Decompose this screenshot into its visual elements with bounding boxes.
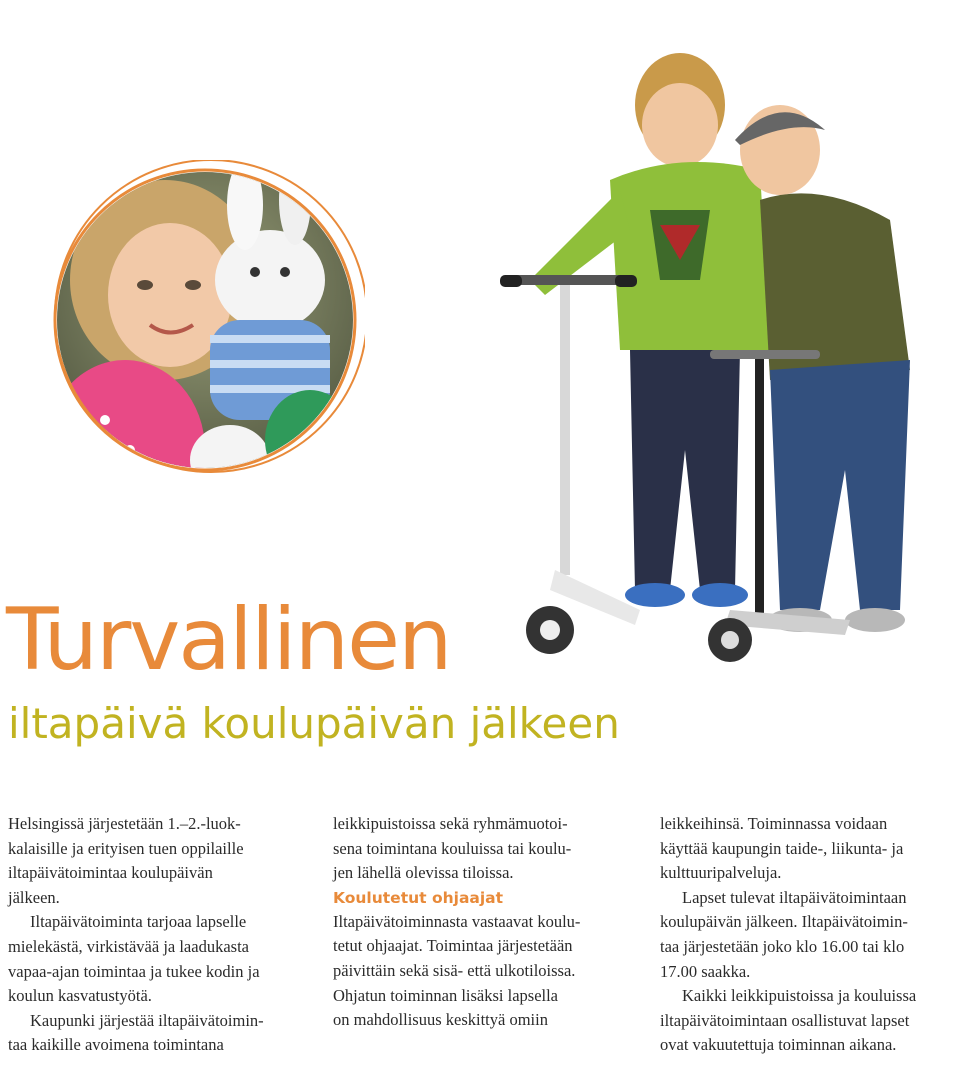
- text-line: Kaikki leikkipuistoissa ja kouluissa: [682, 986, 917, 1006]
- text-line: iltapäivätoimintaan osallistuvat lapset: [660, 1010, 910, 1030]
- section-subheading: Koulutetut ohjaajat: [333, 888, 504, 907]
- text-column-1: [8, 812, 308, 1058]
- text-line: jen lähellä olevissa tiloissa.: [333, 863, 514, 883]
- text-line: Kaupunki järjestää iltapäivätoimin-: [30, 1010, 264, 1030]
- text-line: taa kaikille avoimena toimintana: [8, 1035, 224, 1055]
- text-line: 17.00 saakka.: [660, 961, 751, 981]
- text-line: Helsingissä järjestetään 1.–2.-luok-: [8, 814, 241, 833]
- text-line: tetut ohjaajat. Toimintaa järjestetään: [333, 936, 573, 956]
- text-line: koulun kasvatustyötä.: [8, 986, 152, 1006]
- page-subtitle: iltapäivä koulupäivän jälkeen: [8, 699, 620, 748]
- text-line: jälkeen.: [8, 887, 60, 907]
- text-line: leikkeihinsä. Toiminnassa voidaan: [660, 814, 888, 833]
- text-line: Lapset tulevat iltapäivätoimintaan: [682, 887, 907, 907]
- text-line: taa järjestetään joko klo 16.00 tai klo: [660, 936, 905, 956]
- text-line: koulupäivän jälkeen. Iltapäivätoimin-: [660, 912, 908, 932]
- text-column-3: [660, 812, 960, 1058]
- text-line: Iltapäivätoiminnasta vastaavat koulu-: [333, 911, 581, 931]
- text-line: on mahdollisuus keskittyä omiin: [333, 1010, 548, 1030]
- text-line: iltapäivätoimintaa koulupäivän: [8, 863, 213, 883]
- text-line: käyttää kaupungin taide-, liikunta- ja: [660, 838, 904, 858]
- text-line: kalaisille ja erityisen tuen oppilaille: [8, 838, 244, 858]
- boys-with-scooters-photo: [470, 30, 940, 680]
- text-line: ovat vakuutettuja toiminnan aikana.: [660, 1035, 897, 1055]
- text-line: leikkipuistoissa sekä ryhmämuotoi-: [333, 814, 568, 833]
- text-line: päivittäin sekä sisä- että ulkotiloissa.: [333, 960, 576, 980]
- text-line: Ohjatun toiminnan lisäksi lapsella: [333, 985, 559, 1005]
- text-line: Iltapäivätoiminta tarjoaa lapselle: [30, 912, 247, 932]
- text-line: vapaa-ajan toimintaa ja tukee kodin ja: [8, 961, 260, 981]
- page-title: Turvallinen: [6, 590, 451, 690]
- text-line: mielekästä, virkistävää ja laadukasta: [8, 936, 249, 956]
- text-line: sena toimintana kouluissa tai koulu-: [333, 838, 572, 858]
- text-column-2: [333, 812, 629, 1033]
- text-line: kulttuuripalveluja.: [660, 863, 782, 883]
- girl-with-bunny-photo: [45, 160, 365, 480]
